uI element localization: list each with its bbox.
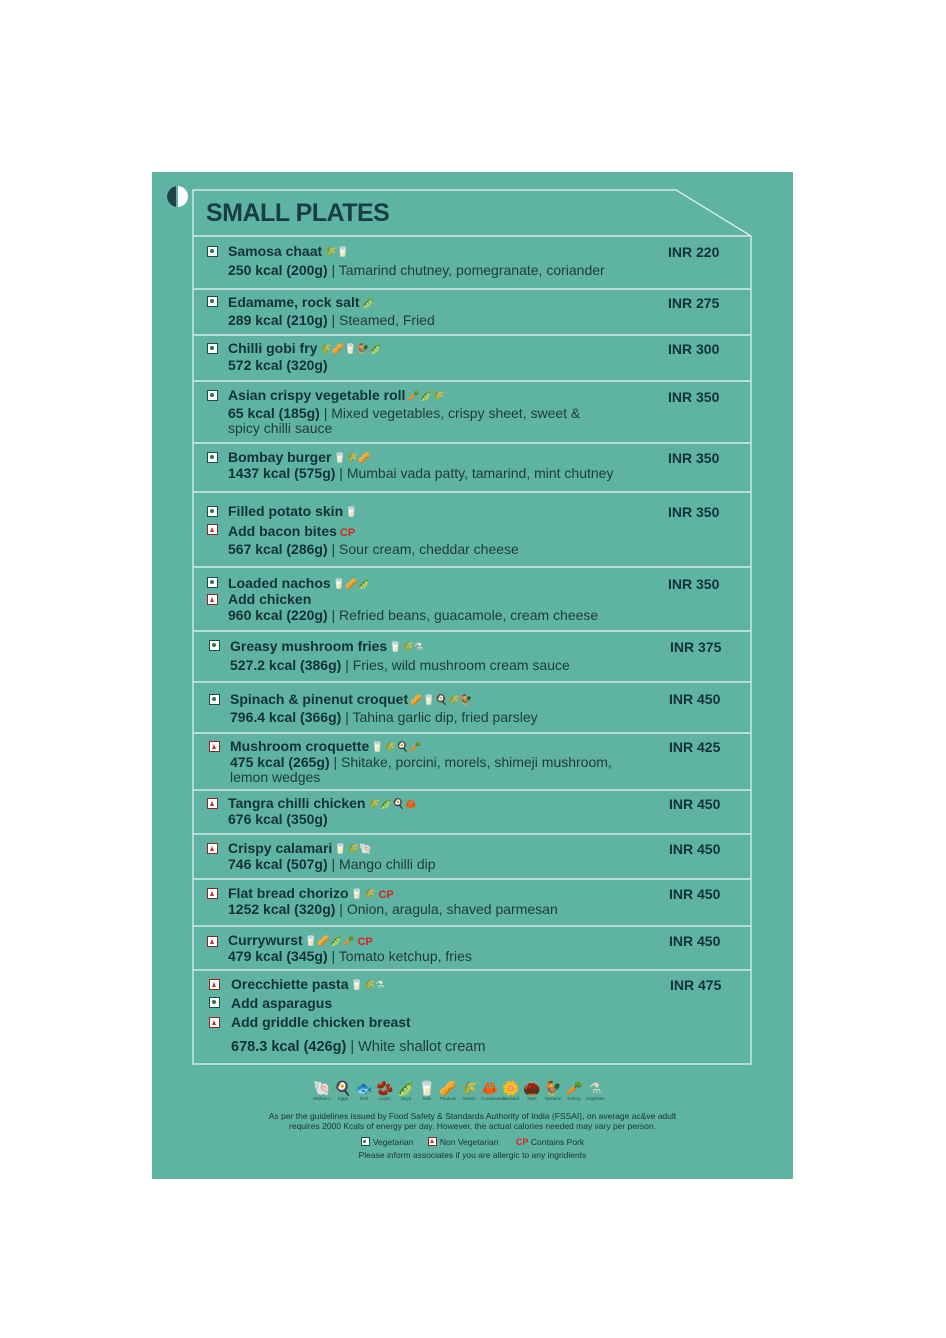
veg-marker-icon: [207, 296, 218, 307]
allergen-icons: 🌾🥜🥛🐓🫛: [319, 344, 382, 355]
gluten-icon: 🌾 Gluten: [460, 1080, 478, 1101]
addon-name: Add asparagus: [231, 995, 333, 1011]
contains-pork-badge: CP: [378, 889, 394, 901]
item-price: INR 350: [668, 389, 720, 405]
allergen-icons: 🥛🌾🥜: [333, 453, 371, 464]
item-price: INR 350: [668, 504, 720, 520]
item-name: Samosa chaat: [228, 243, 323, 259]
lupin-icon: 🫘 Lupin: [376, 1080, 394, 1101]
item-description: | Mixed vegetables, crispy sheet, sweet & spicy chilli sauce: [228, 405, 581, 436]
menu-item: [193, 926, 751, 970]
allergen-icons: 🥛🥜🫛: [332, 579, 371, 590]
item-price: INR 350: [668, 450, 720, 466]
allergen-icons: 🥛🌾🍳🥕: [371, 742, 422, 753]
veg-marker-icon: [207, 577, 218, 588]
allergen-icons: 🥛: [345, 507, 358, 518]
veg-marker-icon: [209, 640, 220, 651]
item-kcal: 567 kcal (286g): [228, 541, 328, 557]
veg-marker-icon: [207, 246, 218, 257]
item-price: INR 300: [668, 341, 720, 357]
non-veg-marker-icon: [207, 524, 218, 535]
dietary-key: [152, 1136, 793, 1147]
item-name: Loaded nachos: [228, 575, 331, 591]
menu-item: [193, 381, 751, 443]
item-name: Flat bread chorizo: [228, 885, 349, 901]
fssai-note-line-2: requires 2000 Kcals of energy per day. However, the actual calories needed may vary per person.: [289, 1121, 656, 1131]
item-description: | Fries, wild mushroom cream sauce: [345, 657, 570, 673]
item-price: INR 275: [668, 295, 720, 311]
item-description: | Mango chilli dip: [331, 856, 436, 872]
menu-item: [193, 567, 751, 631]
item-description: | Shitake, porcini, morels, shimeji mushroom, lemon wedges: [230, 754, 612, 785]
fish-icon: 🐟 Fish: [355, 1080, 373, 1101]
item-price: INR 475: [670, 977, 722, 993]
menu-item: [193, 289, 751, 335]
allergen-icons: 🥕🫛🌾: [407, 391, 445, 402]
veg-marker-icon: [209, 694, 220, 705]
veg-marker-icon: [361, 1137, 370, 1146]
veg-label: Vegetarian: [372, 1137, 414, 1147]
non-veg-marker-icon: [209, 1017, 220, 1028]
allergen-icons: 🫛: [361, 298, 374, 309]
item-price: INR 450: [669, 841, 721, 857]
item-price: INR 450: [669, 886, 721, 902]
allergen-legend: [313, 1080, 604, 1105]
item-name: Tangra chilli chicken: [228, 795, 366, 811]
menu-item: [193, 335, 751, 381]
item-name: Crispy calamari: [228, 840, 333, 856]
item-kcal: 676 kcal (350g): [228, 811, 328, 827]
item-description: | Onion, aragula, shaved parmesan: [339, 901, 558, 917]
item-description: | White shallot cream: [350, 1039, 486, 1055]
non-veg-marker-icon: [207, 594, 218, 605]
menu-item: [193, 879, 751, 926]
item-kcal: 250 kcal (200g): [228, 262, 328, 278]
allergen-icons: 🌾🫛🍳🦀: [367, 799, 418, 810]
fssai-note-line-1: As per the guidelines issued by Food Safety & Standards Authority of India (FSSAI), on average ac&ve adult: [268, 1111, 677, 1121]
item-price: INR 350: [668, 576, 720, 592]
item-name: Currywurst: [228, 932, 303, 948]
menu-item: [193, 631, 751, 682]
item-name: Edamame, rock salt: [228, 294, 360, 310]
item-kcal: 527.2 kcal (386g): [230, 657, 342, 673]
item-name: Orecchiette pasta: [231, 976, 349, 992]
menu-item: [193, 682, 751, 733]
item-name: Greasy mushroom fries: [230, 638, 388, 654]
non-veg-marker-icon: [209, 979, 220, 990]
veg-marker-icon: [207, 452, 218, 463]
item-name: Spinach & pinenut croquet: [230, 691, 409, 707]
item-kcal: 572 kcal (320g): [228, 357, 328, 373]
non-veg-marker-icon: [207, 888, 218, 899]
item-name: Asian crispy vegetable roll: [228, 387, 406, 403]
addon-name-2: Add griddle chicken breast: [231, 1014, 411, 1030]
item-kcal: 1252 kcal (320g): [228, 901, 336, 917]
eggs-icon: 🍳 Eggs: [334, 1080, 352, 1101]
item-kcal: 796.4 kcal (366g): [230, 709, 342, 725]
allergen-icons: 🥛🥜🫛🥕: [304, 936, 355, 947]
soya-icon: 🫛 Soya: [397, 1080, 415, 1101]
veg-marker-icon: [207, 390, 218, 401]
section-title: SMALL PLATES: [206, 199, 390, 227]
item-name: Chilli gobi fry: [228, 340, 318, 356]
contains-pork-badge: CP: [339, 527, 356, 539]
non-veg-marker-icon: [428, 1137, 437, 1146]
item-price: INR 450: [669, 691, 721, 707]
contains-pork-label: Contains Pork: [530, 1137, 585, 1147]
nuts-icon: 🌰 Nuts: [523, 1080, 541, 1101]
allergen-icons: 🥛🌾⚗: [389, 642, 424, 653]
item-description: | Tahina garlic dip, fried parsley: [345, 709, 538, 725]
item-price: INR 220: [668, 244, 720, 260]
menu-item: [193, 733, 751, 790]
non-veg-marker-icon: [209, 741, 220, 752]
item-description: | Tamarind chutney, pomegranate, coriander: [331, 262, 605, 278]
milk-icon: 🥛 Milk: [418, 1080, 436, 1101]
non-veg-marker-icon: [207, 843, 218, 854]
mustard-icon: 🌼 Mustard: [502, 1080, 520, 1101]
addon-name: Add bacon bites: [228, 523, 337, 539]
item-kcal: 479 kcal (345g): [228, 948, 328, 964]
item-kcal: 960 kcal (220g): [228, 607, 328, 623]
veg-marker-icon: [207, 343, 218, 354]
crustaceans-icon: 🦀 Crustaceans: [481, 1080, 507, 1101]
contains-pork-badge: CP: [515, 1137, 529, 1147]
non-veg-marker-icon: [207, 798, 218, 809]
menu-item: [193, 790, 751, 834]
item-name: Filled potato skin: [228, 503, 344, 519]
item-description: | Tomato ketchup, fries: [331, 948, 472, 964]
sesame-icon: 🐓 Sesame: [544, 1080, 562, 1101]
item-name: Mushroom croquette: [230, 738, 370, 754]
item-kcal: 65 kcal (185g): [228, 405, 320, 421]
item-description: | Refried beans, guacamole, cream cheese: [331, 607, 599, 623]
addon-name: Add chicken: [228, 591, 312, 607]
item-price: INR 450: [669, 933, 721, 949]
menu-item: [193, 834, 751, 879]
menu-item: [193, 443, 751, 492]
sulphites-icon: ⚗ Sulphites: [586, 1080, 605, 1101]
brand-logo: [167, 186, 188, 207]
veg-marker-icon: [209, 997, 220, 1008]
item-kcal: 678.3 kcal (426g): [231, 1039, 347, 1055]
non-veg-marker-icon: [207, 936, 218, 947]
item-kcal: 746 kcal (507g): [228, 856, 328, 872]
contains-pork-badge: CP: [357, 936, 373, 948]
allergen-icons: 🥛🌾: [350, 889, 376, 900]
item-kcal: 289 kcal (210g): [228, 312, 328, 328]
menu-item: [193, 970, 751, 1064]
allergen-icons: 🥛🌾⚗: [350, 980, 385, 991]
item-kcal: 475 kcal (265g): [230, 754, 330, 770]
item-kcal: 1437 kcal (575g): [228, 465, 336, 481]
allergen-icons: 🥛🌾🐚: [334, 844, 372, 855]
celery-icon: 🥕 Celery: [565, 1080, 583, 1101]
allergen-icons: 🥜🥛🍳🌾🐓: [410, 695, 473, 706]
item-price: INR 425: [669, 739, 721, 755]
menu-item: [193, 236, 751, 289]
peanuts-icon: 🥜 Peanuts: [439, 1080, 457, 1101]
veg-marker-icon: [207, 506, 218, 517]
item-price: INR 375: [670, 639, 722, 655]
item-price: INR 450: [669, 796, 721, 812]
item-description: | Mumbai vada patty, tamarind, mint chutney: [339, 465, 614, 481]
non-veg-label: Non Vegetarian: [439, 1137, 499, 1147]
allergy-note: Please inform associates if you are allergic to any ingridients: [358, 1150, 587, 1160]
allergen-icons: 🌾🥛: [324, 247, 350, 258]
menu-item: [193, 492, 751, 567]
item-description: | Steamed, Fried: [331, 312, 435, 328]
item-name: Bombay burger: [228, 449, 332, 465]
molluscs-icon: 🐚 Molluscs: [313, 1080, 331, 1101]
item-description: | Sour cream, cheddar cheese: [331, 541, 519, 557]
